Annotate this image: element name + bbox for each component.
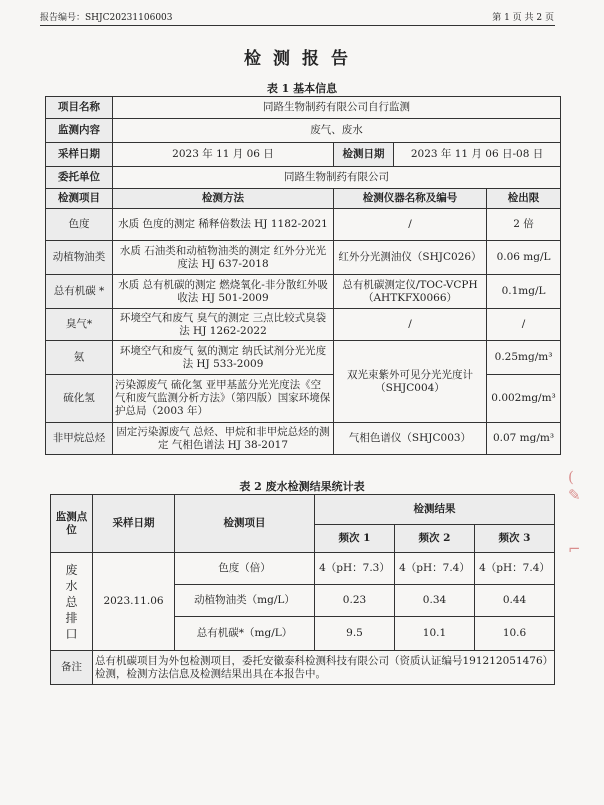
method-item: 臭气* <box>46 309 113 341</box>
method-instrument: / <box>334 309 487 341</box>
method-text: 固定污染源废气 总烃、甲烷和非甲烷总烃的测定 气相色谱法 HJ 38-2017 <box>113 423 334 455</box>
project-row <box>46 97 561 119</box>
method-row <box>46 341 561 375</box>
result-item: 动植物油类（mg/L） <box>175 585 315 617</box>
basic-info-table <box>45 96 561 455</box>
result-row <box>51 553 555 585</box>
report-title: 检测报告 <box>244 49 360 69</box>
client-row <box>46 167 561 189</box>
result-value: 4（pH：7.4） <box>475 553 555 585</box>
method-limit: 0.1mg/L <box>487 275 561 309</box>
col-header-instrument: 检测仪器名称及编号 <box>334 189 487 209</box>
wastewater-results-table <box>50 494 555 685</box>
method-text: 水质 石油类和动植物油类的测定 红外分光光度法 HJ 637-2018 <box>113 241 334 275</box>
col-header-method: 检测方法 <box>113 189 334 209</box>
item-header: 检测项目 <box>175 495 315 553</box>
sampling-date: 2023.11.06 <box>93 553 175 651</box>
col-header-item: 检测项目 <box>46 189 113 209</box>
note-text: 总有机碳项目为外包检测项目，委托安徽泰科检测科技有限公司（资质认证编号191212051476）检测，检测方法信息及检测结果出具在本报告中。 <box>93 651 555 685</box>
results-header-row <box>51 495 555 525</box>
method-text: 环境空气和废气 臭气的测定 三点比较式臭袋法 HJ 1262-2022 <box>113 309 334 341</box>
method-text: 水质 色度的测定 稀释倍数法 HJ 1182-2021 <box>113 209 334 241</box>
method-limit: 0.07 mg/m³ <box>487 423 561 455</box>
stamp-fragment-icon: ( ✎ <box>568 468 581 504</box>
round-header: 频次 2 <box>395 525 475 553</box>
method-row <box>46 309 561 341</box>
table1-caption: 表 1 基本信息 <box>266 82 338 95</box>
method-item: 氨 <box>46 341 113 375</box>
method-item: 色度 <box>46 209 113 241</box>
method-row <box>46 275 561 309</box>
project-value: 同路生物制药有限公司自行监测 <box>113 97 561 119</box>
result-value: 0.23 <box>315 585 395 617</box>
report-header <box>40 10 554 26</box>
content-row <box>46 119 561 143</box>
method-limit: 0.002mg/m³ <box>487 375 561 423</box>
content-value: 废气、废水 <box>113 119 561 143</box>
method-limit: / <box>487 309 561 341</box>
report-number: 报告编号：SHJC20231106003 <box>40 13 173 23</box>
method-header-row <box>46 189 561 209</box>
table2-caption: 表 2 废水检测结果统计表 <box>239 480 365 493</box>
method-limit: 0.25mg/m³ <box>487 341 561 375</box>
result-item: 色度（倍） <box>175 553 315 585</box>
method-item: 总有机碳 * <box>46 275 113 309</box>
method-instrument: / <box>334 209 487 241</box>
method-instrument: 双光束紫外可见分光光度计（SHJC004） <box>334 341 487 423</box>
note-label: 备注 <box>51 651 93 685</box>
method-instrument: 红外分光测油仪（SHJC026） <box>334 241 487 275</box>
col-header-limit: 检出限 <box>487 189 561 209</box>
method-item: 动植物油类 <box>46 241 113 275</box>
result-item: 总有机碳*（mg/L） <box>175 617 315 651</box>
result-value: 0.44 <box>475 585 555 617</box>
content-label: 监测内容 <box>46 119 113 143</box>
result-value: 10.6 <box>475 617 555 651</box>
date-header: 采样日期 <box>93 495 175 553</box>
sampling-value: 2023 年 11 月 06 日 <box>113 143 334 167</box>
client-label: 委托单位 <box>46 167 113 189</box>
round-header: 频次 1 <box>315 525 395 553</box>
method-row <box>46 209 561 241</box>
testing-label: 检测日期 <box>334 143 394 167</box>
method-text: 环境空气和废气 氨的测定 纳氏试剂分光光度法 HJ 533-2009 <box>113 341 334 375</box>
method-instrument: 气相色谱仪（SHJC003） <box>334 423 487 455</box>
method-instrument: 总有机碳测定仪/TOC-VCPH（AHTKFX0066） <box>334 275 487 309</box>
sampling-point: 废水总排口 <box>51 553 93 651</box>
result-value: 4（pH：7.3） <box>315 553 395 585</box>
result-value: 9.5 <box>315 617 395 651</box>
note-row <box>51 651 555 685</box>
project-label: 项目名称 <box>46 97 113 119</box>
result-value: 4（pH：7.4） <box>395 553 475 585</box>
result-header: 检测结果 <box>315 495 555 525</box>
method-text: 污染源废气 硫化氢 亚甲基蓝分光光度法《空气和废气监测分析方法》（第四版）国家环境保护总局（2003 年） <box>113 375 334 423</box>
client-value: 同路生物制药有限公司 <box>113 167 561 189</box>
method-item: 硫化氢 <box>46 375 113 423</box>
method-limit: 2 倍 <box>487 209 561 241</box>
sampling-label: 采样日期 <box>46 143 113 167</box>
date-row <box>46 143 561 167</box>
result-value: 0.34 <box>395 585 475 617</box>
round-header: 频次 3 <box>475 525 555 553</box>
result-value: 10.1 <box>395 617 475 651</box>
method-item: 非甲烷总烃 <box>46 423 113 455</box>
header-divider <box>40 25 555 26</box>
page-number: 第 1 页 共 2 页 <box>492 13 554 23</box>
method-limit: 0.06 mg/L <box>487 241 561 275</box>
method-row <box>46 241 561 275</box>
stamp-fragment-icon: ⌐ <box>568 540 581 558</box>
point-header: 监测点位 <box>51 495 93 553</box>
method-row <box>46 423 561 455</box>
testing-value: 2023 年 11 月 06 日-08 日 <box>394 143 561 167</box>
method-text: 水质 总有机碳的测定 燃烧氧化-非分散红外吸收法 HJ 501-2009 <box>113 275 334 309</box>
